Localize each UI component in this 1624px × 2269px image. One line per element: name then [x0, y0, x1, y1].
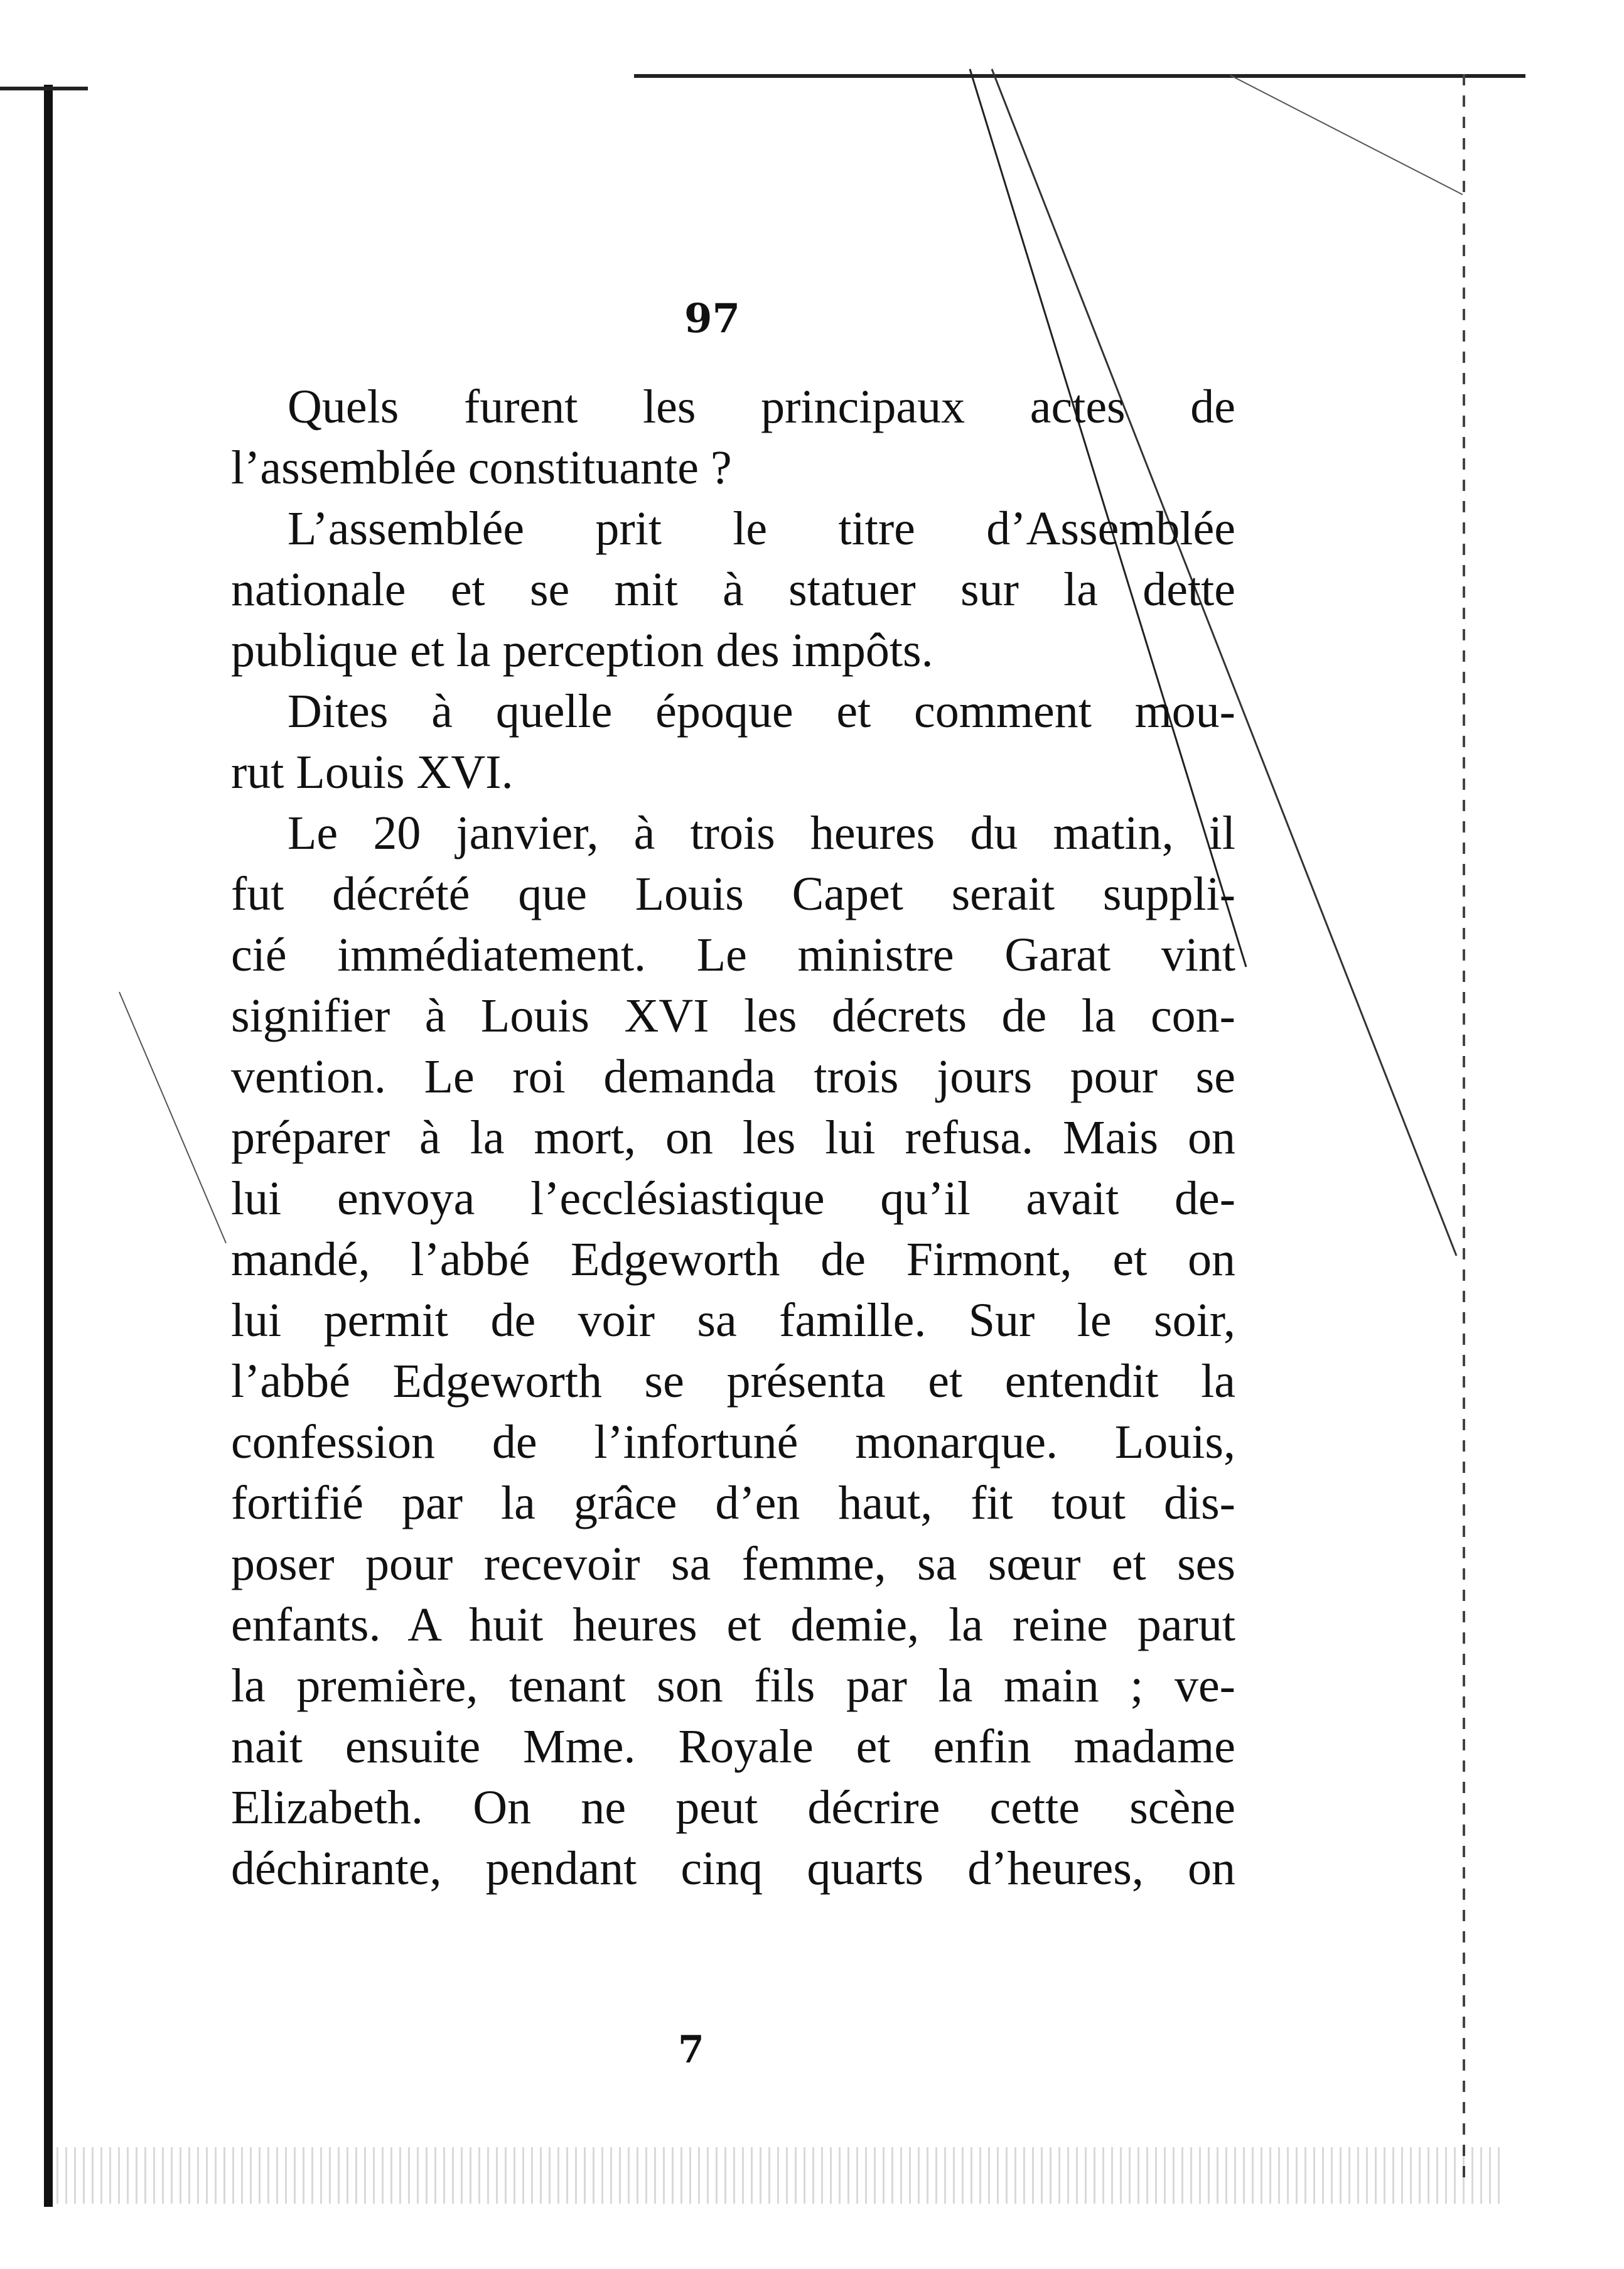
signature-mark: 7	[678, 2028, 704, 2072]
text-line: déchirante, pendant cinq quarts d’heures, on	[231, 1842, 1235, 1895]
text-line: l’abbé Edgeworth se présenta et entendit la	[231, 1355, 1235, 1408]
text-line: poser pour recevoir sa femme, sa sœur et ses	[231, 1538, 1235, 1590]
text-line: vention. Le roi demanda trois jours pour se	[231, 1050, 1235, 1103]
text-line: nationale et se mit à statuer sur la dette	[231, 563, 1235, 616]
text-line: nait ensuite Mme. Royale et enfin madame	[231, 1720, 1235, 1773]
text-line: L’assemblée prit le titre d’Assemblée	[288, 502, 1235, 555]
fold-line-4	[1230, 75, 1463, 195]
text-line: Dites à quelle époque et comment mou-	[288, 685, 1235, 738]
text-line: préparer à la mort, on les lui refusa. Mais on	[231, 1111, 1235, 1164]
text-line: Le 20 janvier, à trois heures du matin, il	[288, 807, 1235, 860]
text-line: cié immédiatement. Le ministre Garat vint	[231, 929, 1235, 981]
page-number: 97	[684, 295, 741, 342]
text-line: fortifié par la grâce d’en haut, fit tout dis-	[231, 1477, 1235, 1529]
text-line: confession de l’infortuné monarque. Louis,	[231, 1416, 1235, 1469]
text-line: fut décrété que Louis Capet serait suppli-	[231, 868, 1235, 920]
text-line: mandé, l’abbé Edgeworth de Firmont, et on	[231, 1233, 1235, 1286]
text-line: signifier à Louis XVI les décrets de la con-	[231, 989, 1235, 1042]
fold-line-3	[119, 992, 226, 1243]
text-line: enfants. A huit heures et demie, la reine parut	[231, 1598, 1235, 1651]
text-line: lui permit de voir sa famille. Sur le soir,	[231, 1294, 1235, 1347]
text-line: rut Louis XVI.	[231, 746, 514, 799]
text-line: publique et la perception des impôts.	[231, 624, 933, 677]
text-line: Quels furent les principaux actes de	[288, 380, 1235, 433]
body-text	[231, 377, 1235, 1899]
text-line: la première, tenant son fils par la main ; ve-	[231, 1659, 1235, 1712]
text-line: l’assemblée constituante ?	[231, 441, 732, 494]
text-line: Elizabeth. On ne peut décrire cette scène	[231, 1781, 1235, 1834]
text-line: lui envoya l’ecclésiastique qu’il avait de-	[231, 1172, 1235, 1225]
